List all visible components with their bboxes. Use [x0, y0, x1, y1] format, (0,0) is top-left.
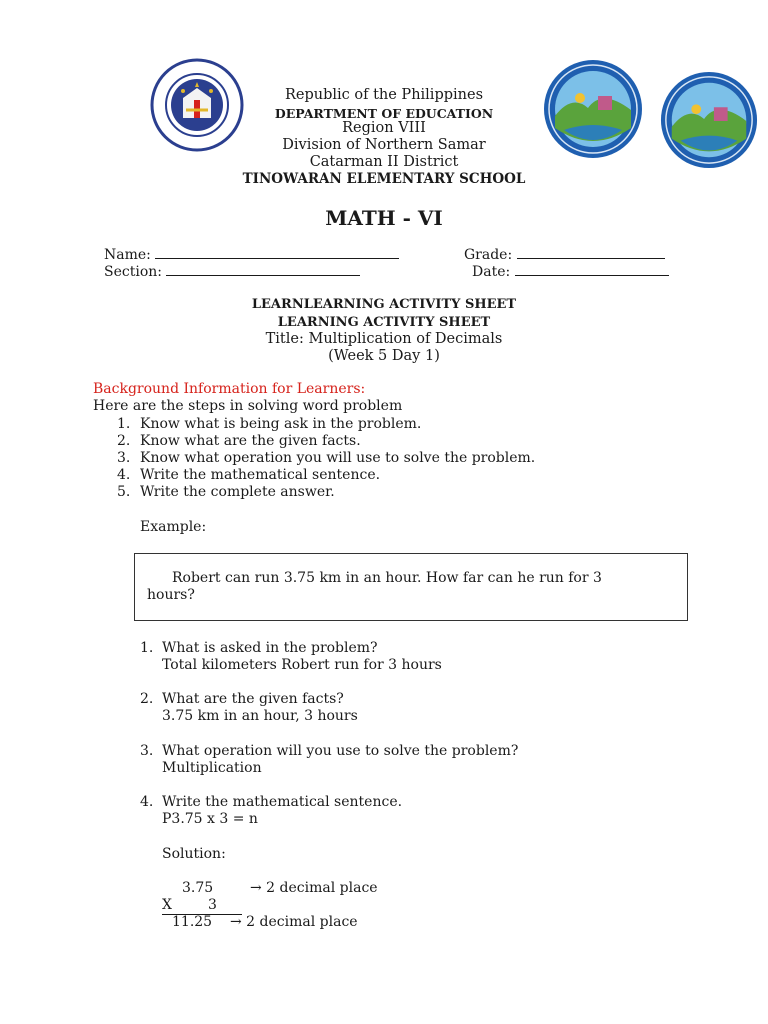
solution-operator: X: [162, 897, 172, 913]
subject-title: MATH - VI: [325, 206, 443, 230]
step-text: Know what are the given facts.: [140, 433, 361, 449]
step-text: Know what is being ask in the problem.: [140, 416, 422, 432]
step-5: 5. Write the complete answer.: [117, 484, 335, 500]
solution-multiplicand: 3.75: [182, 880, 214, 896]
example-problem-line2: hours?: [147, 587, 195, 603]
date-label: Date:: [472, 264, 511, 280]
section-field[interactable]: [104, 263, 360, 281]
answer-4-question: [140, 794, 402, 811]
header-district: Catarman II District: [309, 154, 459, 170]
step-1: 1. Know what is being ask in the problem.: [117, 416, 422, 432]
sheet-topic: Title: Multiplication of Decimals: [265, 331, 503, 347]
sheet-week: (Week 5 Day 1): [328, 348, 440, 364]
section-label: Section:: [104, 264, 162, 280]
question-text: What is asked in the problem?: [162, 640, 378, 656]
answer-number: 4.: [140, 794, 154, 810]
solution-label: Solution:: [162, 846, 226, 862]
step-text: Write the mathematical sentence.: [140, 467, 381, 483]
grade-field[interactable]: [464, 246, 665, 264]
step-2: 2. Know what are the given facts.: [117, 433, 361, 449]
answer-number: 2.: [140, 691, 154, 707]
sheet-title-2: LEARNING ACTIVITY SHEET: [277, 315, 491, 330]
answer-1-text: Total kilometers Robert run for 3 hours: [162, 657, 442, 673]
header-region: Region VIII: [342, 120, 426, 136]
solution-multiplier: 3: [208, 897, 217, 913]
answer-2-text: 3.75 km in an hour, 3 hours: [162, 708, 358, 724]
step-3: 3. Know what operation you will use to solve the problem.: [117, 450, 536, 466]
solution-multiplier-row: [162, 897, 242, 915]
answer-2-question: [140, 691, 344, 708]
question-text: Write the mathematical sentence.: [162, 794, 403, 810]
section-line[interactable]: [166, 263, 360, 276]
step-4: 4. Write the mathematical sentence.: [117, 467, 381, 483]
question-text: What operation will you use to solve the problem?: [162, 743, 519, 759]
example-problem-box: [134, 553, 688, 621]
header-school: TINOWARAN ELEMENTARY SCHOOL: [242, 171, 526, 187]
background-intro: Here are the steps in solving word problem: [93, 398, 403, 414]
grade-label: Grade:: [464, 247, 513, 263]
name-line[interactable]: [155, 246, 399, 259]
background-heading: Background Information for Learners:: [93, 381, 366, 397]
step-text: Know what operation you will use to solve the problem.: [140, 450, 536, 466]
grade-line[interactable]: [517, 246, 665, 259]
answer-4-text: P3.75 x 3 = n: [162, 811, 258, 827]
header-republic: Republic of the Philippines: [284, 87, 484, 103]
header-department: DEPARTMENT OF EDUCATION: [274, 106, 494, 121]
answer-1-question: [140, 640, 378, 657]
sheet-title-1: LEARNLEARNING ACTIVITY SHEET: [251, 297, 517, 312]
answer-3-text: Multiplication: [162, 760, 262, 776]
answer-3-question: [140, 743, 518, 760]
solution-multiplicand-note: → 2 decimal place: [250, 880, 378, 896]
answer-number: 3.: [140, 743, 154, 759]
question-text: What are the given facts?: [162, 691, 344, 707]
date-line[interactable]: [515, 263, 669, 276]
step-text: Write the complete answer.: [140, 484, 335, 500]
header-division: Division of Northern Samar: [282, 137, 486, 153]
solution-product-note: → 2 decimal place: [230, 914, 358, 930]
date-field[interactable]: [472, 263, 669, 281]
solution-product: 11.25: [172, 914, 213, 930]
answer-number: 1.: [140, 640, 154, 656]
example-problem-line1: Robert can run 3.75 km in an hour. How far can he run for 3: [172, 570, 602, 586]
name-field[interactable]: [104, 246, 399, 264]
name-label: Name:: [104, 247, 151, 263]
example-label: Example:: [140, 519, 207, 535]
